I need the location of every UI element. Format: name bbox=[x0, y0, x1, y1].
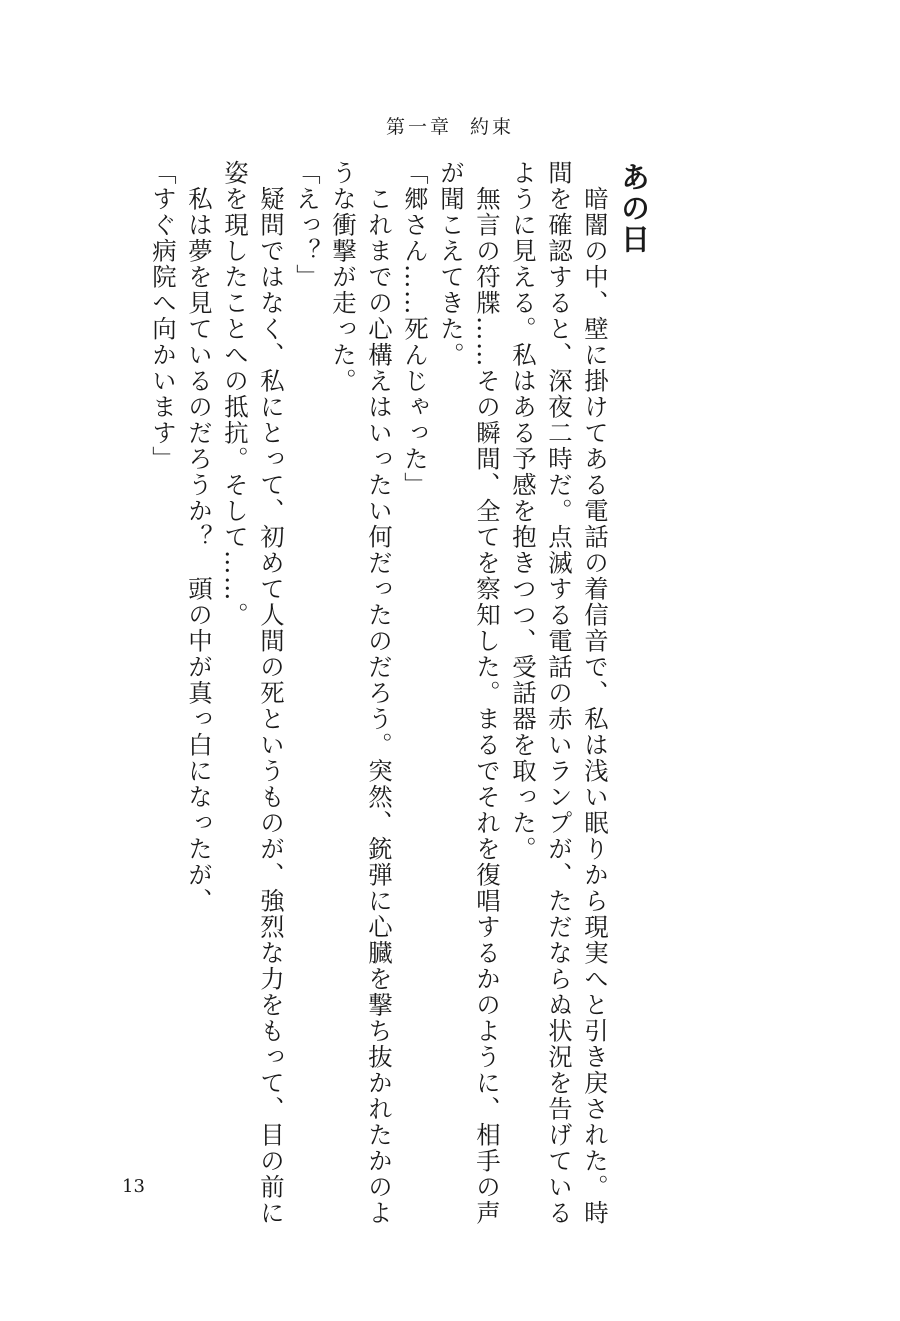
text-line-2: 間を確認すると、深夜二時だ。点滅する電話の赤いランプが、ただならぬ状況を告げている bbox=[544, 160, 573, 1226]
chapter-title: 約束 bbox=[470, 116, 515, 138]
text-line-3: ように見える。私はある予感を抱きつつ、受話器を取った。 bbox=[508, 160, 537, 862]
section-title: あの日 bbox=[617, 162, 651, 255]
page-number: 13 bbox=[122, 1176, 145, 1197]
running-head bbox=[0, 112, 900, 139]
chapter-label: 第一章 bbox=[385, 116, 452, 138]
text-line-8: うな衝撃が走った。 bbox=[328, 160, 357, 394]
text-line-7: これまでの心構えはいったい何だったのだろう。突然、銃弾に心臓を撃ち抜かれたかのよ bbox=[364, 160, 393, 1226]
text-line-6: 「郷さん……死んじゃった」 bbox=[400, 160, 429, 498]
text-line-4: 無言の符牒……その瞬間、全てを察知した。まるでそれを復唱するかのように、相手の声 bbox=[472, 160, 501, 1226]
text-line-9: 「えっ？」 bbox=[292, 160, 321, 290]
text-line-5: が聞こえてきた。 bbox=[436, 160, 465, 368]
text-line-12: 私は夢を見ているのだろうか？ 頭の中が真っ白になったが、 bbox=[184, 160, 213, 914]
text-line-11: 姿を現したことへの抵抗。そして……。 bbox=[220, 160, 249, 628]
text-line-13: 「すぐ病院へ向かいます」 bbox=[148, 160, 177, 472]
text-line-1: 暗闇の中、壁に掛けてある電話の着信音で、私は浅い眠りから現実へと引き戻された。時 bbox=[580, 160, 609, 1226]
text-line-10: 疑問ではなく、私にとって、初めて人間の死というものが、強烈な力をもって、目の前に bbox=[256, 160, 285, 1226]
